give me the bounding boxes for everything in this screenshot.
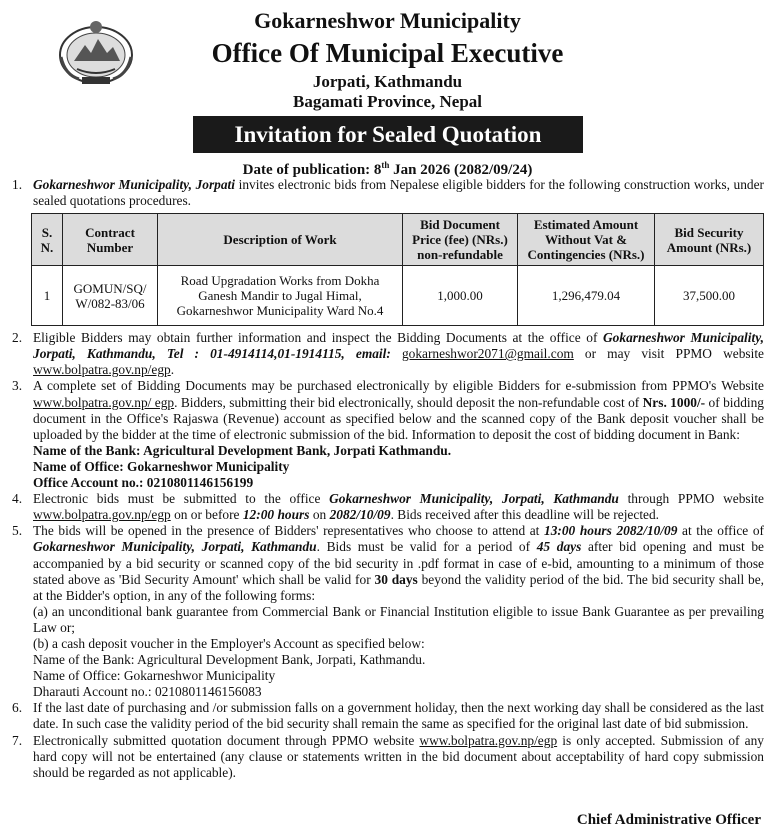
cell-bid-security: 37,500.00 bbox=[655, 266, 764, 326]
address-line-1: Jorpati, Kathmandu bbox=[312, 72, 463, 91]
paragraph-7: 7. Electronically submitted quotation document through PPMO website www.bolpatra.gov.np/egp is only accepted. Submission of any hard copy will not be entertained (any clause or statements written in the bid document about acceptability of hard copy submission should be regarded as not applicable). bbox=[12, 732, 764, 780]
cell-estimated-amount: 1,296,479.04 bbox=[518, 266, 655, 326]
deposit-account: Dharauti Account no.: 0210801146156083 bbox=[33, 684, 262, 700]
col-estimated-amount: Estimated Amount Without Vat & Contingencies (NRs.) bbox=[518, 214, 655, 266]
paragraph-4: 4. Electronic bids must be submitted to the office Gokarneshwor Municipality, Jorpati, Kathmandu through PPMO website www.bolpatra.gov.np/egp on or before 12:00 hours on 2082/10/09. Bids received after this deadline will be rejected. bbox=[12, 491, 764, 523]
bid-table bbox=[31, 213, 764, 326]
cell-document-price: 1,000.00 bbox=[403, 266, 518, 326]
ppmo-website-link[interactable]: www.bolpatra.gov.np/egp bbox=[419, 732, 558, 748]
email-link[interactable]: gokarneshwor2071@gmail.com bbox=[401, 346, 574, 362]
cell-sn: 1 bbox=[32, 266, 63, 326]
paragraph-6: 6. If the last date of purchasing and /or submission falls on a government holiday, then the next working day shall be considered as the last date. In such case the validity period of the bid security shall remain the same as specified for the original last date of bid submission. bbox=[12, 700, 764, 732]
office-name: Office Of Municipal Executive bbox=[211, 38, 564, 68]
notice-body bbox=[12, 177, 764, 781]
security-option-a: (a) an unconditional bank guarantee from Commercial Bank or Financial Institution eligible to issue Bank Guarantee as per prevailing Law or; bbox=[33, 603, 764, 635]
col-contract-number: Contract Number bbox=[63, 214, 158, 266]
cell-description: Road Upgradation Works from Dokha Ganesh Mandir to Jugal Himal, Gokarneshwor Municipality Ward No.4 bbox=[158, 266, 403, 326]
ppmo-website-link[interactable]: www.bolpatra.gov.np/ egp bbox=[33, 394, 175, 410]
paragraph-3: 3. A complete set of Bidding Documents may be purchased electronically by eligible Bidders for e-submission from PPMO's Website www.bolpatra.gov.np/ egp. Bidders, submitting their bid electronically, should deposit the non-refundable cost of Nrs. 1000/- of bidding document in the Office's Rajaswa (Revenue) account as specified below and the scanned copy of the Bank deposit voucher shall be uploaded by the bidder at the time of electronic submission of the bid. Information to deposit the cost of bidding document in Bank: Name of the Bank: Agricultural Development Bank, Jorpati Kathmandu. Name of Office: Gokarneshwor Municipality Office Account no.: 0210801146156199 bbox=[12, 378, 764, 491]
office-account: Office Account no.: 0210801146156199 bbox=[33, 475, 254, 491]
notice-title-banner: Invitation for Sealed Quotation bbox=[193, 116, 583, 153]
deposit-office-name: Name of Office: Gokarneshwor Municipality bbox=[33, 668, 276, 684]
cell-contract-number: GOMUN/SQ/ W/082-83/06 bbox=[63, 266, 158, 326]
signature-title: Chief Administrative Officer bbox=[576, 812, 761, 828]
office-name-line: Name of Office: Gokarneshwor Municipality bbox=[33, 458, 290, 474]
bid-table-header bbox=[32, 214, 764, 266]
col-sn: S. N. bbox=[32, 214, 63, 266]
security-option-b: (b) a cash deposit voucher in the Employer's Account as specified below: bbox=[33, 635, 425, 651]
ppmo-website-link[interactable]: www.bolpatra.gov.np/egp bbox=[33, 362, 171, 378]
bank-name: Name of the Bank: Agricultural Development Bank, Jorpati Kathmandu. bbox=[33, 442, 452, 458]
col-description: Description of Work bbox=[158, 214, 403, 266]
deposit-bank-name: Name of the Bank: Agricultural Development Bank, Jorpati, Kathmandu. bbox=[33, 652, 426, 668]
municipality-name: Gokarneshwor Municipality bbox=[254, 8, 521, 33]
col-bid-security: Bid Security Amount (NRs.) bbox=[655, 214, 764, 266]
paragraph-2: 2. Eligible Bidders may obtain further information and inspect the Bidding Documents at the office of Gokarneshwor Municipality, Jorpati, Kathmandu, Tel : 01-4914114,01-1914115, email: gokarneshwor2071@gmail.com or may visit PPMO website www.bolpatra.gov.np/egp. bbox=[12, 330, 764, 378]
col-document-price: Bid Document Price (fee) (NRs.) non-refundable bbox=[403, 214, 518, 266]
publication-date: Date of publication: 8th Jan 2026 (2082/09/24) bbox=[242, 160, 533, 178]
address-line-2: Bagamati Province, Nepal bbox=[292, 92, 483, 111]
paragraph-5: 5. The bids will be opened in the presence of Bidders' representatives who choose to attend at 13:00 hours 2082/10/09 at the office of Gokarneshwor Municipality, Jorpati, Kathmandu. Bids must be valid for a period of 45 days after bid opening and must be accompanied by a bid security or scanned copy of the bid security in .pdf format in case of e-bid, amounting to a minimum of those stated above as 'Bid Security Amount' which shall be valid for 30 days beyond the validity period of the bid. The bid security shall be, at the Bidder's option, in any of the following forms: (a) an unconditional bank guarantee from Commercial Bank or Financial Institution eligible to issue Bank Guarantee as per prevailing Law or; (b) a cash deposit voucher in the Employer's Account as specified below: Name of the Bank: Agricultural Development Bank, Jorpati, Kathmandu. Name of Office: Gokarneshwor Municipality Dharauti Account no.: 0210801146156083 bbox=[12, 523, 764, 700]
table-row bbox=[32, 266, 764, 326]
paragraph-1: 1. Gokarneshwor Municipality, Jorpati invites electronic bids from Nepalese eligible bidders for the following construction works, under sealed quotations procedures. bbox=[12, 177, 765, 209]
ppmo-website-link[interactable]: www.bolpatra.gov.np/egp bbox=[33, 507, 171, 523]
